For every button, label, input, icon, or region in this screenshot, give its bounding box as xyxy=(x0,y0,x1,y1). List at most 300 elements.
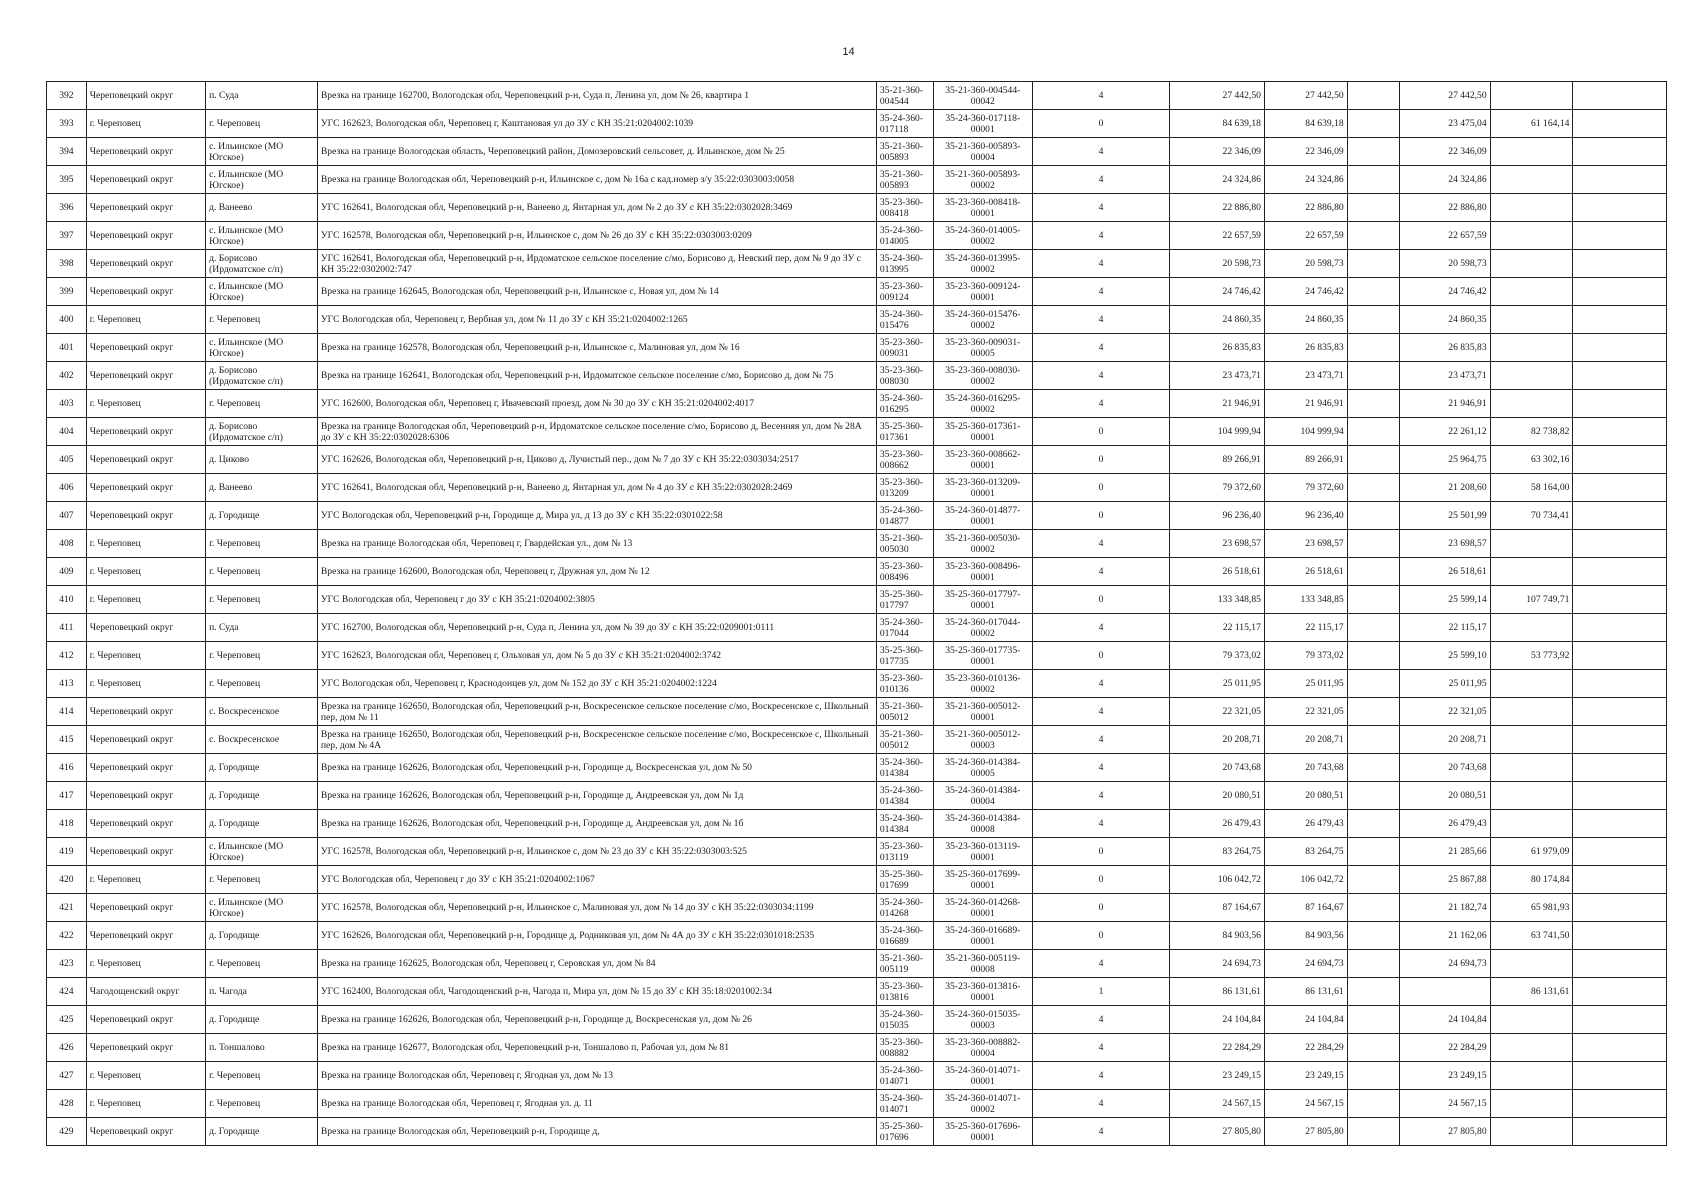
settlement-cell: п. Суда xyxy=(206,614,318,642)
object-id-cell: 35-23-360-009031-00005 xyxy=(933,334,1032,362)
table-row xyxy=(47,362,1667,390)
category-cell: 0 xyxy=(1032,418,1170,446)
cost-with-vat-cell: 24 746,42 xyxy=(1264,278,1347,306)
settlement-cell: г. Череповец xyxy=(206,586,318,614)
empty-cell xyxy=(1347,222,1400,250)
code-cell: 35-24-360-014268 xyxy=(876,894,933,922)
category-cell: 4 xyxy=(1032,250,1170,278)
extra-cell xyxy=(1573,138,1667,166)
code-cell: 35-23-360-013119 xyxy=(876,838,933,866)
address-cell: Врезка на границе 162578, Вологодская обл, Череповецкий р-н, Ильинское с, Малиновая ул, дом № 16 xyxy=(317,334,876,362)
total-cost-cell: 106 042,72 xyxy=(1170,866,1265,894)
empty-cell xyxy=(1347,978,1400,1006)
amount-a-cell: 25 011,95 xyxy=(1400,670,1490,698)
category-cell: 1 xyxy=(1032,978,1170,1006)
amount-a-cell: 20 080,51 xyxy=(1400,782,1490,810)
address-cell: УГС 162626, Вологодская обл, Череповецкий р-н, Циково д, Лучистый пер., дом № 7 до ЗУ с КН 35:22:0303034:2517 xyxy=(317,446,876,474)
object-id-cell: 35-23-360-010136-00002 xyxy=(933,670,1032,698)
amount-b-cell xyxy=(1490,698,1573,726)
extra-cell xyxy=(1573,110,1667,138)
district-cell: г. Череповец xyxy=(86,306,205,334)
extra-cell xyxy=(1573,166,1667,194)
cost-with-vat-cell: 22 886,80 xyxy=(1264,194,1347,222)
table-row xyxy=(47,586,1667,614)
cost-with-vat-cell: 22 321,05 xyxy=(1264,698,1347,726)
cost-with-vat-cell: 20 080,51 xyxy=(1264,782,1347,810)
amount-a-cell: 24 746,42 xyxy=(1400,278,1490,306)
extra-cell xyxy=(1573,82,1667,110)
amount-b-cell: 80 174,84 xyxy=(1490,866,1573,894)
address-cell: Врезка на границе 162677, Вологодская обл, Череповецкий р-н, Тоншалово п, Рабочая ул, дом № 81 xyxy=(317,1034,876,1062)
table-row xyxy=(47,1090,1667,1118)
amount-a-cell: 25 599,10 xyxy=(1400,642,1490,670)
amount-a-cell: 24 104,84 xyxy=(1400,1006,1490,1034)
amount-a-cell: 24 567,15 xyxy=(1400,1090,1490,1118)
settlement-cell: п. Чагода xyxy=(206,978,318,1006)
amount-b-cell xyxy=(1490,166,1573,194)
category-cell: 4 xyxy=(1032,138,1170,166)
empty-cell xyxy=(1347,754,1400,782)
extra-cell xyxy=(1573,838,1667,866)
table-row xyxy=(47,1062,1667,1090)
cost-with-vat-cell: 86 131,61 xyxy=(1264,978,1347,1006)
extra-cell xyxy=(1573,614,1667,642)
code-cell: 35-23-360-008496 xyxy=(876,558,933,586)
category-cell: 0 xyxy=(1032,446,1170,474)
settlement-cell: г. Череповец xyxy=(206,1062,318,1090)
object-id-cell: 35-21-360-005893-00004 xyxy=(933,138,1032,166)
cost-with-vat-cell: 20 598,73 xyxy=(1264,250,1347,278)
total-cost-cell: 21 946,91 xyxy=(1170,390,1265,418)
empty-cell xyxy=(1347,418,1400,446)
amount-b-cell: 82 738,82 xyxy=(1490,418,1573,446)
cost-with-vat-cell: 104 999,94 xyxy=(1264,418,1347,446)
cost-with-vat-cell: 27 805,80 xyxy=(1264,1118,1347,1146)
code-cell: 35-23-360-010136 xyxy=(876,670,933,698)
district-cell: Череповецкий округ xyxy=(86,754,205,782)
object-id-cell: 35-24-360-014384-00008 xyxy=(933,810,1032,838)
row-number-cell: 416 xyxy=(47,754,87,782)
cost-with-vat-cell: 79 373,02 xyxy=(1264,642,1347,670)
cost-with-vat-cell: 24 567,15 xyxy=(1264,1090,1347,1118)
category-cell: 4 xyxy=(1032,390,1170,418)
empty-cell xyxy=(1347,726,1400,754)
address-cell: УГС 162623, Вологодская обл, Череповец г, Ольховая ул, дом № 5 до ЗУ с КН 35:21:0204002:3742 xyxy=(317,642,876,670)
address-cell: Врезка на границе 162625, Вологодская обл, Череповец г, Серовская ул, дом № 84 xyxy=(317,950,876,978)
table-row xyxy=(47,306,1667,334)
table-row xyxy=(47,726,1667,754)
extra-cell xyxy=(1573,782,1667,810)
empty-cell xyxy=(1347,250,1400,278)
cost-with-vat-cell: 83 264,75 xyxy=(1264,838,1347,866)
amount-a-cell: 26 518,61 xyxy=(1400,558,1490,586)
extra-cell xyxy=(1573,586,1667,614)
address-cell: Врезка на границе Вологодская обл, Череповец г, Ягодная ул, дом № 13 xyxy=(317,1062,876,1090)
settlement-cell: д. Городище xyxy=(206,502,318,530)
row-number-cell: 396 xyxy=(47,194,87,222)
category-cell: 4 xyxy=(1032,810,1170,838)
empty-cell xyxy=(1347,530,1400,558)
settlement-cell: г. Череповец xyxy=(206,866,318,894)
object-id-cell: 35-24-360-017044-00002 xyxy=(933,614,1032,642)
extra-cell xyxy=(1573,754,1667,782)
table-row xyxy=(47,894,1667,922)
extra-cell xyxy=(1573,222,1667,250)
cost-with-vat-cell: 22 657,59 xyxy=(1264,222,1347,250)
object-id-cell: 35-23-360-013209-00001 xyxy=(933,474,1032,502)
cost-with-vat-cell: 22 284,29 xyxy=(1264,1034,1347,1062)
category-cell: 4 xyxy=(1032,82,1170,110)
address-cell: Врезка на границе 162626, Вологодская обл, Череповецкий р-н, Городище д, Воскресенская ул, дом № 50 xyxy=(317,754,876,782)
address-cell: Врезка на границе Вологодская обл, Череповецкий р-н, Городище д, xyxy=(317,1118,876,1146)
settlement-cell: с. Ильинское (МО Югское) xyxy=(206,334,318,362)
code-cell: 35-23-360-008418 xyxy=(876,194,933,222)
page-number: 14 xyxy=(842,46,855,58)
settlement-cell: с. Ильинское (МО Югское) xyxy=(206,838,318,866)
total-cost-cell: 20 208,71 xyxy=(1170,726,1265,754)
total-cost-cell: 24 567,15 xyxy=(1170,1090,1265,1118)
row-number-cell: 422 xyxy=(47,922,87,950)
address-cell: УГС Вологодская обл, Череповец г до ЗУ с КН 35:21:0204002:1067 xyxy=(317,866,876,894)
empty-cell xyxy=(1347,642,1400,670)
total-cost-cell: 79 372,60 xyxy=(1170,474,1265,502)
address-cell: УГС Вологодская обл, Череповец г, Вербная ул, дом № 11 до ЗУ с КН 35:21:0204002:1265 xyxy=(317,306,876,334)
object-id-cell: 35-21-360-005893-00002 xyxy=(933,166,1032,194)
settlement-cell: г. Череповец xyxy=(206,670,318,698)
extra-cell xyxy=(1573,950,1667,978)
amount-b-cell xyxy=(1490,1006,1573,1034)
settlement-cell: г. Череповец xyxy=(206,110,318,138)
cost-with-vat-cell: 21 946,91 xyxy=(1264,390,1347,418)
district-cell: Череповецкий округ xyxy=(86,838,205,866)
amount-a-cell: 20 743,68 xyxy=(1400,754,1490,782)
settlement-cell: г. Череповец xyxy=(206,306,318,334)
district-cell: Череповецкий округ xyxy=(86,810,205,838)
category-cell: 0 xyxy=(1032,838,1170,866)
empty-cell xyxy=(1347,138,1400,166)
cost-with-vat-cell: 87 164,67 xyxy=(1264,894,1347,922)
address-cell: УГС 162578, Вологодская обл, Череповецкий р-н, Ильинское с, дом № 23 до ЗУ с КН 35:22:0303003:525 xyxy=(317,838,876,866)
category-cell: 0 xyxy=(1032,642,1170,670)
category-cell: 4 xyxy=(1032,1090,1170,1118)
total-cost-cell: 22 284,29 xyxy=(1170,1034,1265,1062)
amount-a-cell: 27 805,80 xyxy=(1400,1118,1490,1146)
settlement-cell: д. Ванеево xyxy=(206,194,318,222)
district-cell: Череповецкий округ xyxy=(86,278,205,306)
category-cell: 0 xyxy=(1032,474,1170,502)
amount-b-cell: 61 979,09 xyxy=(1490,838,1573,866)
code-cell: 35-25-360-017699 xyxy=(876,866,933,894)
category-cell: 4 xyxy=(1032,782,1170,810)
empty-cell xyxy=(1347,782,1400,810)
code-cell: 35-25-360-017797 xyxy=(876,586,933,614)
row-number-cell: 412 xyxy=(47,642,87,670)
object-id-cell: 35-24-360-014384-00004 xyxy=(933,782,1032,810)
address-cell: Врезка на границе Вологодская обл, Череповецкий р-н, Ильинское с, дом № 16а с кад.номер з/у 35:22:0303003:0058 xyxy=(317,166,876,194)
settlement-cell: д. Борисово (Ирдоматское с/п) xyxy=(206,362,318,390)
row-number-cell: 400 xyxy=(47,306,87,334)
extra-cell xyxy=(1573,418,1667,446)
address-cell: Врезка на границе 162700, Вологодская обл, Череповецкий р-н, Суда п, Ленина ул, дом № 26, квартира 1 xyxy=(317,82,876,110)
object-id-cell: 35-25-360-017699-00001 xyxy=(933,866,1032,894)
code-cell: 35-24-360-017118 xyxy=(876,110,933,138)
cost-with-vat-cell: 79 372,60 xyxy=(1264,474,1347,502)
cost-with-vat-cell: 84 639,18 xyxy=(1264,110,1347,138)
category-cell: 4 xyxy=(1032,670,1170,698)
code-cell: 35-24-360-014384 xyxy=(876,782,933,810)
category-cell: 4 xyxy=(1032,1006,1170,1034)
code-cell: 35-23-360-008662 xyxy=(876,446,933,474)
settlement-cell: г. Череповец xyxy=(206,1090,318,1118)
total-cost-cell: 83 264,75 xyxy=(1170,838,1265,866)
empty-cell xyxy=(1347,586,1400,614)
extra-cell xyxy=(1573,530,1667,558)
row-number-cell: 414 xyxy=(47,698,87,726)
amount-b-cell: 58 164,00 xyxy=(1490,474,1573,502)
amount-b-cell xyxy=(1490,670,1573,698)
row-number-cell: 392 xyxy=(47,82,87,110)
total-cost-cell: 26 479,43 xyxy=(1170,810,1265,838)
row-number-cell: 408 xyxy=(47,530,87,558)
total-cost-cell: 27 442,50 xyxy=(1170,82,1265,110)
amount-b-cell xyxy=(1490,250,1573,278)
code-cell: 35-24-360-014005 xyxy=(876,222,933,250)
empty-cell xyxy=(1347,1090,1400,1118)
total-cost-cell: 23 473,71 xyxy=(1170,362,1265,390)
settlement-cell: д. Городище xyxy=(206,810,318,838)
address-cell: УГС 162578, Вологодская обл, Череповецкий р-н, Ильинское с, Малиновая ул, дом № 14 до ЗУ с КН 35:22:0303034:1199 xyxy=(317,894,876,922)
code-cell: 35-24-360-015476 xyxy=(876,306,933,334)
cost-with-vat-cell: 96 236,40 xyxy=(1264,502,1347,530)
amount-a-cell: 27 442,50 xyxy=(1400,82,1490,110)
total-cost-cell: 24 324,86 xyxy=(1170,166,1265,194)
district-cell: Череповецкий округ xyxy=(86,334,205,362)
settlement-cell: с. Ильинское (МО Югское) xyxy=(206,222,318,250)
table-row xyxy=(47,418,1667,446)
extra-cell xyxy=(1573,362,1667,390)
object-id-cell: 35-23-360-013119-00001 xyxy=(933,838,1032,866)
settlement-cell: г. Череповец xyxy=(206,642,318,670)
amount-b-cell xyxy=(1490,950,1573,978)
table-row xyxy=(47,334,1667,362)
total-cost-cell: 22 321,05 xyxy=(1170,698,1265,726)
amount-a-cell: 25 599,14 xyxy=(1400,586,1490,614)
empty-cell xyxy=(1347,614,1400,642)
category-cell: 4 xyxy=(1032,698,1170,726)
object-id-cell: 35-24-360-014071-00002 xyxy=(933,1090,1032,1118)
total-cost-cell: 133 348,85 xyxy=(1170,586,1265,614)
total-cost-cell: 24 860,35 xyxy=(1170,306,1265,334)
code-cell: 35-24-360-013995 xyxy=(876,250,933,278)
code-cell: 35-21-360-005030 xyxy=(876,530,933,558)
settlement-cell: д. Городище xyxy=(206,922,318,950)
empty-cell xyxy=(1347,558,1400,586)
table-body xyxy=(47,82,1667,1146)
district-cell: г. Череповец xyxy=(86,110,205,138)
category-cell: 4 xyxy=(1032,1034,1170,1062)
amount-b-cell: 53 773,92 xyxy=(1490,642,1573,670)
empty-cell xyxy=(1347,1118,1400,1146)
category-cell: 4 xyxy=(1032,1118,1170,1146)
object-id-cell: 35-23-360-008030-00002 xyxy=(933,362,1032,390)
settlement-cell: с. Воскресенское xyxy=(206,698,318,726)
district-cell: Череповецкий округ xyxy=(86,474,205,502)
extra-cell xyxy=(1573,558,1667,586)
amount-a-cell: 22 657,59 xyxy=(1400,222,1490,250)
cost-with-vat-cell: 133 348,85 xyxy=(1264,586,1347,614)
amount-a-cell xyxy=(1400,978,1490,1006)
total-cost-cell: 20 743,68 xyxy=(1170,754,1265,782)
table-row xyxy=(47,754,1667,782)
category-cell: 0 xyxy=(1032,586,1170,614)
category-cell: 4 xyxy=(1032,194,1170,222)
total-cost-cell: 79 373,02 xyxy=(1170,642,1265,670)
row-number-cell: 420 xyxy=(47,866,87,894)
row-number-cell: 428 xyxy=(47,1090,87,1118)
amount-b-cell xyxy=(1490,530,1573,558)
code-cell: 35-23-360-008882 xyxy=(876,1034,933,1062)
amount-a-cell: 26 479,43 xyxy=(1400,810,1490,838)
amount-b-cell: 86 131,61 xyxy=(1490,978,1573,1006)
object-id-cell: 35-24-360-014877-00001 xyxy=(933,502,1032,530)
amount-b-cell xyxy=(1490,334,1573,362)
empty-cell xyxy=(1347,306,1400,334)
cost-with-vat-cell: 26 835,83 xyxy=(1264,334,1347,362)
amount-a-cell: 23 698,57 xyxy=(1400,530,1490,558)
cost-with-vat-cell: 22 115,17 xyxy=(1264,614,1347,642)
cost-with-vat-cell: 25 011,95 xyxy=(1264,670,1347,698)
cost-with-vat-cell: 84 903,56 xyxy=(1264,922,1347,950)
address-cell: Врезка на границе 162650, Вологодская обл, Череповецкий р-н, Воскресенское сельское поселение с/мо, Воскресенское с, Школьный пер, дом № 4А xyxy=(317,726,876,754)
district-cell: Череповецкий округ xyxy=(86,502,205,530)
amount-a-cell: 22 115,17 xyxy=(1400,614,1490,642)
address-cell: УГС Вологодская обл, Череповецкий р-н, Городище д, Мира ул, д 13 до ЗУ с КН 35:22:0301022:58 xyxy=(317,502,876,530)
category-cell: 4 xyxy=(1032,754,1170,782)
row-number-cell: 418 xyxy=(47,810,87,838)
extra-cell xyxy=(1573,810,1667,838)
amount-a-cell: 26 835,83 xyxy=(1400,334,1490,362)
amount-a-cell: 22 886,80 xyxy=(1400,194,1490,222)
table-row xyxy=(47,222,1667,250)
settlement-cell: с. Воскресенское xyxy=(206,726,318,754)
empty-cell xyxy=(1347,82,1400,110)
table-row xyxy=(47,138,1667,166)
extra-cell xyxy=(1573,474,1667,502)
row-number-cell: 423 xyxy=(47,950,87,978)
table-row xyxy=(47,922,1667,950)
table-row xyxy=(47,558,1667,586)
address-cell: УГС 162641, Вологодская обл, Череповецкий р-н, Ванеево д, Янтарная ул, дом № 4 до ЗУ с КН 35:22:0302028:2469 xyxy=(317,474,876,502)
row-number-cell: 409 xyxy=(47,558,87,586)
district-cell: Череповецкий округ xyxy=(86,1006,205,1034)
cost-with-vat-cell: 24 104,84 xyxy=(1264,1006,1347,1034)
amount-b-cell: 65 981,93 xyxy=(1490,894,1573,922)
row-number-cell: 413 xyxy=(47,670,87,698)
category-cell: 0 xyxy=(1032,866,1170,894)
amount-b-cell xyxy=(1490,278,1573,306)
extra-cell xyxy=(1573,334,1667,362)
total-cost-cell: 25 011,95 xyxy=(1170,670,1265,698)
code-cell: 35-25-360-017361 xyxy=(876,418,933,446)
row-number-cell: 419 xyxy=(47,838,87,866)
extra-cell xyxy=(1573,250,1667,278)
table-row xyxy=(47,866,1667,894)
code-cell: 35-23-360-008030 xyxy=(876,362,933,390)
row-number-cell: 426 xyxy=(47,1034,87,1062)
registry-table xyxy=(46,81,1667,1146)
code-cell: 35-23-360-009124 xyxy=(876,278,933,306)
total-cost-cell: 26 518,61 xyxy=(1170,558,1265,586)
district-cell: г. Череповец xyxy=(86,390,205,418)
extra-cell xyxy=(1573,978,1667,1006)
table-row xyxy=(47,810,1667,838)
settlement-cell: п. Тоншалово xyxy=(206,1034,318,1062)
address-cell: Врезка на границе 162626, Вологодская обл, Череповецкий р-н, Городище д, Андреевская ул, дом № 1б xyxy=(317,810,876,838)
amount-b-cell xyxy=(1490,1118,1573,1146)
amount-a-cell: 25 867,88 xyxy=(1400,866,1490,894)
code-cell: 35-21-360-005893 xyxy=(876,138,933,166)
address-cell: УГС 162578, Вологодская обл, Череповецкий р-н, Ильинское с, дом № 26 до ЗУ с КН 35:22:0303003:0209 xyxy=(317,222,876,250)
table-row xyxy=(47,838,1667,866)
object-id-cell: 35-25-360-017361-00001 xyxy=(933,418,1032,446)
district-cell: Череповецкий округ xyxy=(86,922,205,950)
code-cell: 35-23-360-013209 xyxy=(876,474,933,502)
total-cost-cell: 20 080,51 xyxy=(1170,782,1265,810)
table-row xyxy=(47,1118,1667,1146)
amount-a-cell: 22 321,05 xyxy=(1400,698,1490,726)
cost-with-vat-cell: 23 249,15 xyxy=(1264,1062,1347,1090)
district-cell: Череповецкий округ xyxy=(86,614,205,642)
cost-with-vat-cell: 20 743,68 xyxy=(1264,754,1347,782)
empty-cell xyxy=(1347,474,1400,502)
extra-cell xyxy=(1573,278,1667,306)
extra-cell xyxy=(1573,1034,1667,1062)
cost-with-vat-cell: 23 473,71 xyxy=(1264,362,1347,390)
settlement-cell: с. Ильинское (МО Югское) xyxy=(206,166,318,194)
table-row xyxy=(47,250,1667,278)
address-cell: УГС 162626, Вологодская обл, Череповецкий р-н, Городище д, Родниковая ул, дом № 4А до ЗУ с КН 35:22:0301018:2535 xyxy=(317,922,876,950)
empty-cell xyxy=(1347,362,1400,390)
extra-cell xyxy=(1573,866,1667,894)
object-id-cell: 35-25-360-017696-00001 xyxy=(933,1118,1032,1146)
total-cost-cell: 24 104,84 xyxy=(1170,1006,1265,1034)
row-number-cell: 395 xyxy=(47,166,87,194)
total-cost-cell: 96 236,40 xyxy=(1170,502,1265,530)
empty-cell xyxy=(1347,390,1400,418)
total-cost-cell: 87 164,67 xyxy=(1170,894,1265,922)
settlement-cell: д. Городище xyxy=(206,754,318,782)
object-id-cell: 35-24-360-016295-00002 xyxy=(933,390,1032,418)
address-cell: Врезка на границе 162650, Вологодская обл, Череповецкий р-н, Воскресенское сельское поселение с/мо, Воскресенское с, Школьный пер, дом № 11 xyxy=(317,698,876,726)
code-cell: 35-25-360-017735 xyxy=(876,642,933,670)
total-cost-cell: 22 346,09 xyxy=(1170,138,1265,166)
code-cell: 35-24-360-014384 xyxy=(876,810,933,838)
amount-a-cell: 23 249,15 xyxy=(1400,1062,1490,1090)
amount-a-cell: 22 261,12 xyxy=(1400,418,1490,446)
category-cell: 4 xyxy=(1032,306,1170,334)
amount-b-cell xyxy=(1490,614,1573,642)
empty-cell xyxy=(1347,922,1400,950)
code-cell: 35-24-360-016295 xyxy=(876,390,933,418)
amount-b-cell xyxy=(1490,362,1573,390)
table-row xyxy=(47,978,1667,1006)
extra-cell xyxy=(1573,390,1667,418)
empty-cell xyxy=(1347,1006,1400,1034)
cost-with-vat-cell: 22 346,09 xyxy=(1264,138,1347,166)
object-id-cell: 35-24-360-013995-00002 xyxy=(933,250,1032,278)
extra-cell xyxy=(1573,446,1667,474)
row-number-cell: 394 xyxy=(47,138,87,166)
